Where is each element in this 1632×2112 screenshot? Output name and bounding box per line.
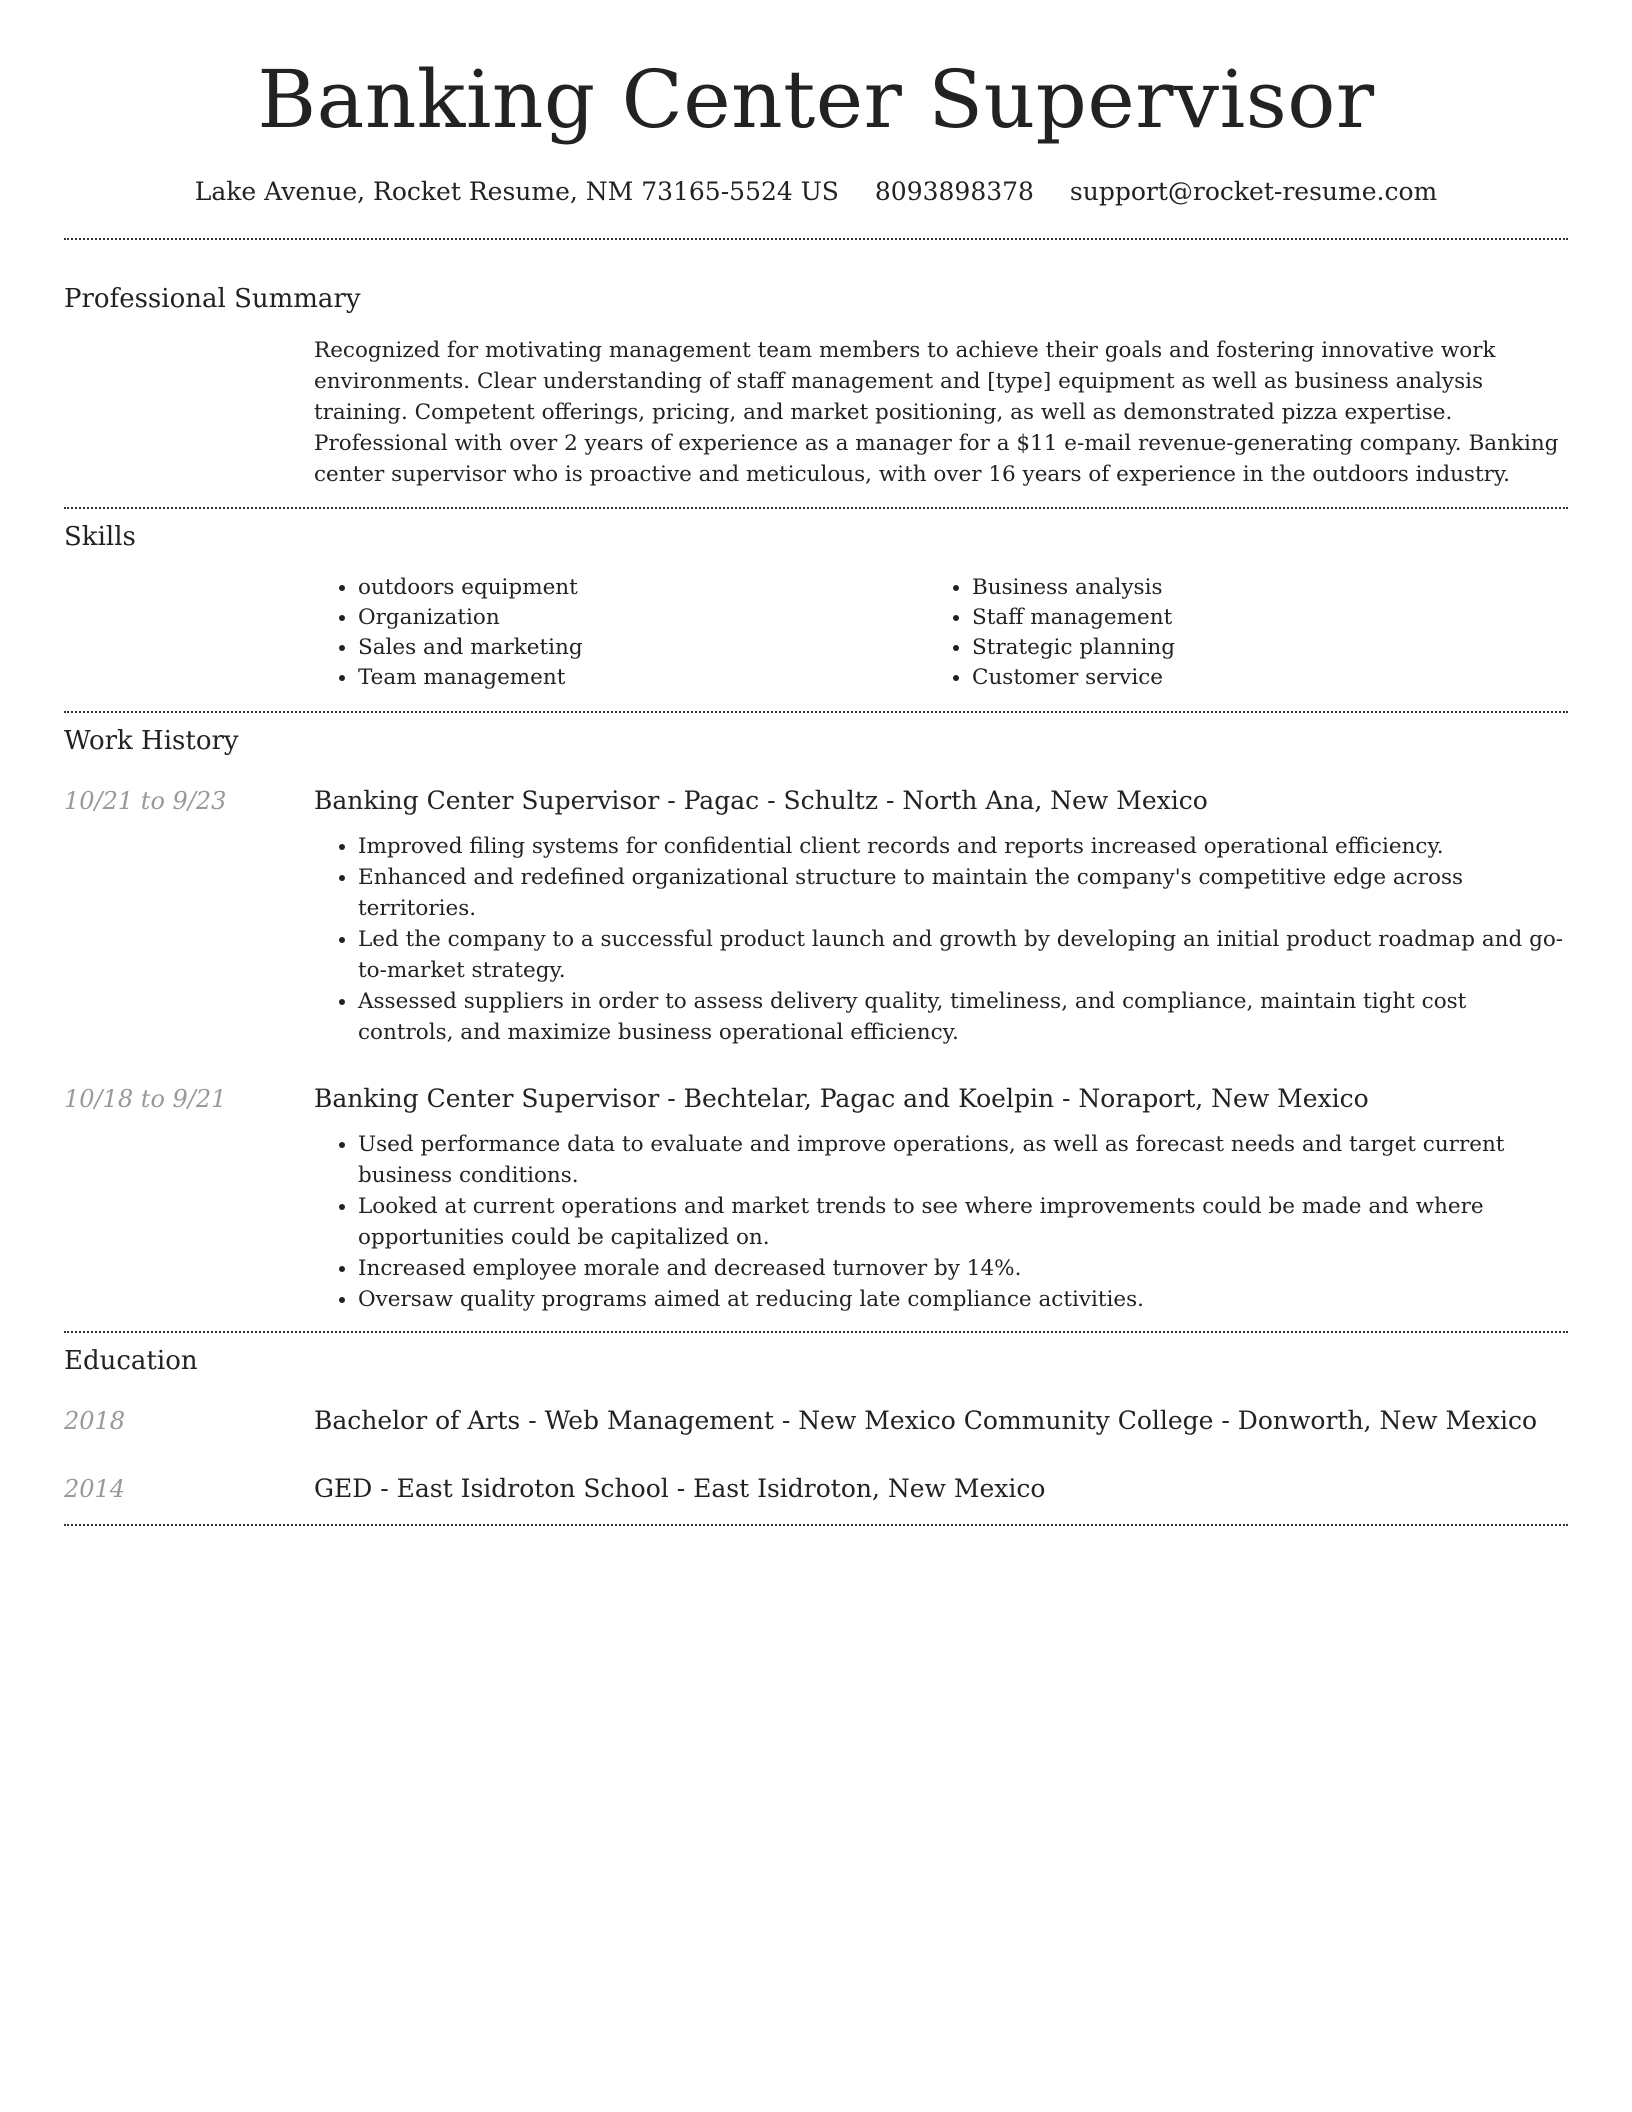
job-bullet: • Used performance data to evaluate and improve operations, as well as forecast needs and target current business conditions.	[358, 1129, 1568, 1191]
header-divider	[64, 238, 1568, 240]
job-entry	[64, 785, 1568, 1048]
skill-item: • Business analysis	[972, 573, 1542, 603]
job-dates: 10/21 to 9/23	[64, 787, 227, 815]
job-bullet: • Improved filing systems for confidential client records and reports increased operational efficiency.	[358, 831, 1568, 862]
skills-list	[314, 573, 1568, 693]
summary-heading: Professional Summary	[64, 284, 361, 314]
skills-heading: Skills	[64, 522, 136, 552]
contact-line	[64, 176, 1568, 208]
job-bullets	[314, 831, 1568, 1048]
skill-item: • Customer service	[972, 663, 1542, 693]
skill-item: • Team management	[358, 663, 928, 693]
job-bullet: • Looked at current operations and market trends to see where improvements could be made and where opportunities could be capitalized on.	[358, 1191, 1568, 1253]
job-heading: Banking Center Supervisor - Pagac - Schultz - North Ana, New Mexico	[314, 786, 1208, 815]
education-year: 2014	[64, 1475, 126, 1503]
education-heading-text: Bachelor of Arts - Web Management - New Mexico Community College - Donworth, New Mexico	[314, 1406, 1537, 1435]
education-heading: Education	[64, 1346, 198, 1376]
contact-phone: 8093898378	[874, 177, 1034, 206]
job-bullet: • Oversaw quality programs aimed at reducing late compliance activities.	[358, 1284, 1568, 1315]
job-heading: Banking Center Supervisor - Bechtelar, Pagac and Koelpin - Noraport, New Mexico	[314, 1084, 1369, 1113]
skills-divider	[64, 711, 1568, 713]
job-details	[314, 785, 1568, 1048]
summary-text: Recognized for motivating management team members to achieve their goals and fostering innovative work environments. Clear understanding of staff management and [type] equipment as well as business analysis training. Competent offerings, pricing, and market positioning, as well as demonstrated pizza expertise. Professional with over 2 years of experience as a manager for a $11 e-mail revenue-generating company. Banking center supervisor who is proactive and meticulous, with over 16 years of experience in the outdoors industry.	[314, 338, 1559, 487]
job-bullet: • Led the company to a successful product launch and growth by developing an initial product roadmap and go-to-market strategy.	[358, 924, 1568, 986]
contact-address: Lake Avenue, Rocket Resume, NM 73165-5524 US	[194, 177, 839, 206]
work-history-divider	[64, 1331, 1568, 1333]
job-bullet: • Increased employee morale and decreased turnover by 14%.	[358, 1253, 1568, 1284]
education-year: 2018	[64, 1407, 126, 1435]
job-bullet: • Enhanced and redefined organizational structure to maintain the company's competitive edge across territories.	[358, 862, 1568, 924]
skill-item: • Strategic planning	[972, 633, 1542, 663]
education-entry	[64, 1473, 1568, 1505]
resume-header	[64, 0, 1568, 208]
education-entry	[64, 1405, 1568, 1437]
work-history-heading: Work History	[64, 726, 239, 756]
skill-item: • Sales and marketing	[358, 633, 928, 663]
summary-divider	[64, 507, 1568, 509]
education-heading-text: GED - East Isidroton School - East Isidroton, New Mexico	[314, 1474, 1046, 1503]
job-details	[314, 1083, 1568, 1315]
education-divider	[64, 1524, 1568, 1526]
skills-column-left	[314, 573, 928, 693]
skill-item: • outdoors equipment	[358, 573, 928, 603]
candidate-name: Banking Center Supervisor	[257, 53, 1375, 146]
skill-item: • Staff management	[972, 603, 1542, 633]
job-entry	[64, 1083, 1568, 1315]
job-bullets	[314, 1129, 1568, 1315]
contact-email: support@rocket-resume.com	[1069, 177, 1438, 206]
job-dates: 10/18 to 9/21	[64, 1085, 227, 1113]
job-bullet: • Assessed suppliers in order to assess delivery quality, timeliness, and compliance, maintain tight cost controls, and maximize business operational efficiency.	[358, 986, 1568, 1048]
skills-column-right	[928, 573, 1542, 693]
skill-item: • Organization	[358, 603, 928, 633]
